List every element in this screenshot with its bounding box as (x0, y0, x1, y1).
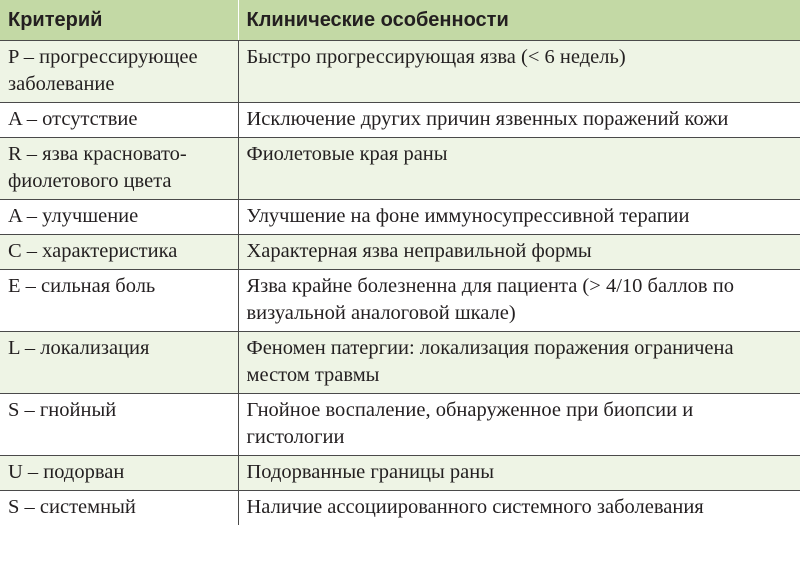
column-header-features: Клинические особенности (238, 0, 800, 41)
table-row (0, 456, 800, 491)
criterion-cell: S – системный (0, 491, 238, 526)
feature-cell: Фиолетовые края раны (238, 138, 800, 200)
criterion-cell: A – отсутствие (0, 103, 238, 138)
feature-cell: Подорванные границы раны (238, 456, 800, 491)
criterion-cell: R – язва красновато-фиолетового цвета (0, 138, 238, 200)
table-row (0, 138, 800, 200)
criterion-cell: L – локализация (0, 332, 238, 394)
table-row (0, 394, 800, 456)
feature-cell: Феномен патергии: локализация поражения ограничена местом травмы (238, 332, 800, 394)
column-header-criterion: Критерий (0, 0, 238, 41)
table-row (0, 332, 800, 394)
table-row (0, 41, 800, 103)
feature-cell: Характерная язва неправильной формы (238, 235, 800, 270)
criterion-cell: C – характеристика (0, 235, 238, 270)
feature-cell: Исключение других причин язвенных поражений кожи (238, 103, 800, 138)
feature-cell: Наличие ассоциированного системного заболевания (238, 491, 800, 526)
criterion-cell: A – улучшение (0, 200, 238, 235)
criterion-cell: P – прогрессирующее заболевание (0, 41, 238, 103)
feature-cell: Улучшение на фоне иммуносупрессивной терапии (238, 200, 800, 235)
table-row (0, 235, 800, 270)
feature-cell: Быстро прогрессирующая язва (< 6 недель) (238, 41, 800, 103)
criterion-cell: S – гнойный (0, 394, 238, 456)
table-row (0, 270, 800, 332)
criterion-cell: U – подорван (0, 456, 238, 491)
feature-cell: Гнойное воспаление, обнаруженное при биопсии и гистологии (238, 394, 800, 456)
table-row (0, 491, 800, 526)
feature-cell: Язва крайне болезненна для пациента (> 4/10 баллов по визуальной аналоговой шкале) (238, 270, 800, 332)
table-row (0, 103, 800, 138)
table-row (0, 200, 800, 235)
criterion-cell: E – сильная боль (0, 270, 238, 332)
table-header-row (0, 0, 800, 41)
